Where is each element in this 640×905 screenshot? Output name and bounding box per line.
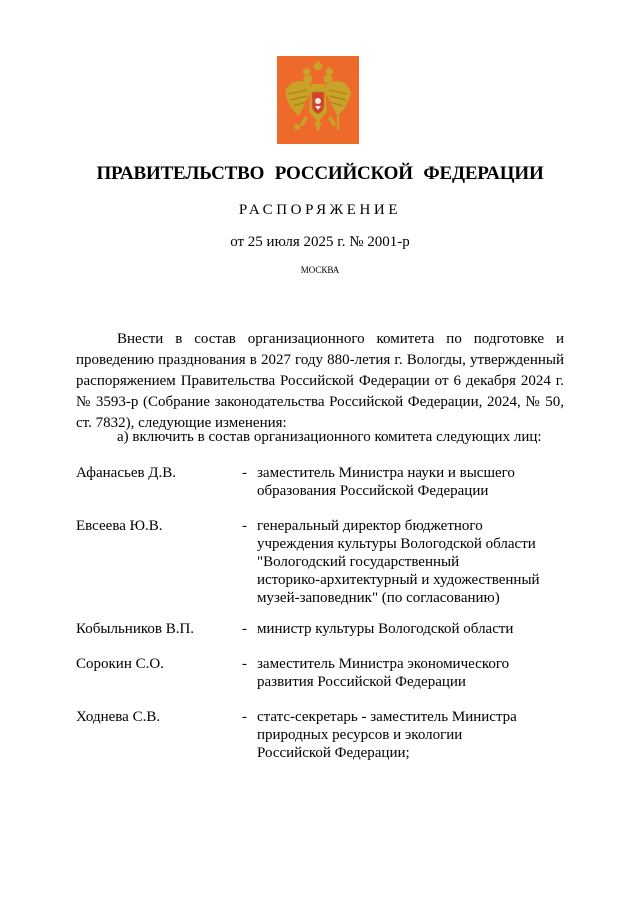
document-type-title: РАСПОРЯЖЕНИЕ: [238, 202, 402, 218]
member-role: [257, 708, 557, 762]
role-line: Российской Федерации;: [257, 745, 410, 761]
russian-coat-of-arms-icon: [277, 56, 359, 144]
document-city: МОСКВА: [300, 265, 340, 275]
member-name: Сорокин С.О.: [76, 656, 164, 672]
member-dash: -: [242, 656, 247, 672]
sub-item-a: а) включить в состав организационного комитета следующих лиц:: [117, 429, 542, 445]
role-line: заместитель Министра науки и высшего: [257, 465, 515, 481]
main-paragraph: Внести в состав организационного комитета по подготовке и проведению празднования в 2027 году 880-летия г. Вологды, утвержденный распоряжением Правительства Российской Федерации от 6 декабря 2024 г. № 3593-р (Собрание законодательства Российской Федерации, 2024, № 50, ст. 7832), следующие изменения:: [76, 331, 564, 431]
member-dash: -: [242, 518, 247, 534]
member-name: Ходнева С.В.: [76, 709, 161, 725]
member-dash: -: [242, 709, 247, 725]
role-line: образования Российской Федерации: [257, 483, 489, 499]
document-date-number: от 25 июля 2025 г. № 2001-р: [230, 234, 410, 250]
role-line: министр культуры Вологодской области: [257, 621, 514, 637]
member-name: Афанасьев Д.В.: [76, 465, 177, 481]
member-dash: -: [242, 465, 247, 481]
member-dash: -: [242, 621, 247, 637]
member-name: Евсеева Ю.В.: [76, 518, 163, 534]
role-line: статс-секретарь - заместитель Министра: [257, 709, 517, 725]
role-line: природных ресурсов и экологии: [257, 727, 463, 743]
member-role: [257, 517, 557, 607]
role-line: музей-заповедник" (по согласованию): [257, 590, 500, 606]
member-name: Кобыльников В.П.: [76, 621, 195, 637]
member-role: [257, 464, 557, 500]
member-role: [257, 655, 557, 691]
role-line: "Вологодский государственный: [257, 554, 460, 570]
role-line: историко-архитектурный и художественный: [257, 572, 540, 588]
role-line: учреждения культуры Вологодской области: [257, 536, 536, 552]
government-title: ПРАВИТЕЛЬСТВО РОССИЙСКОЙ ФЕДЕРАЦИИ: [96, 163, 544, 184]
member-role: [257, 620, 557, 638]
role-line: заместитель Министра экономического: [257, 656, 510, 672]
role-line: генеральный директор бюджетного: [257, 518, 483, 534]
role-line: развития Российской Федерации: [257, 674, 466, 690]
